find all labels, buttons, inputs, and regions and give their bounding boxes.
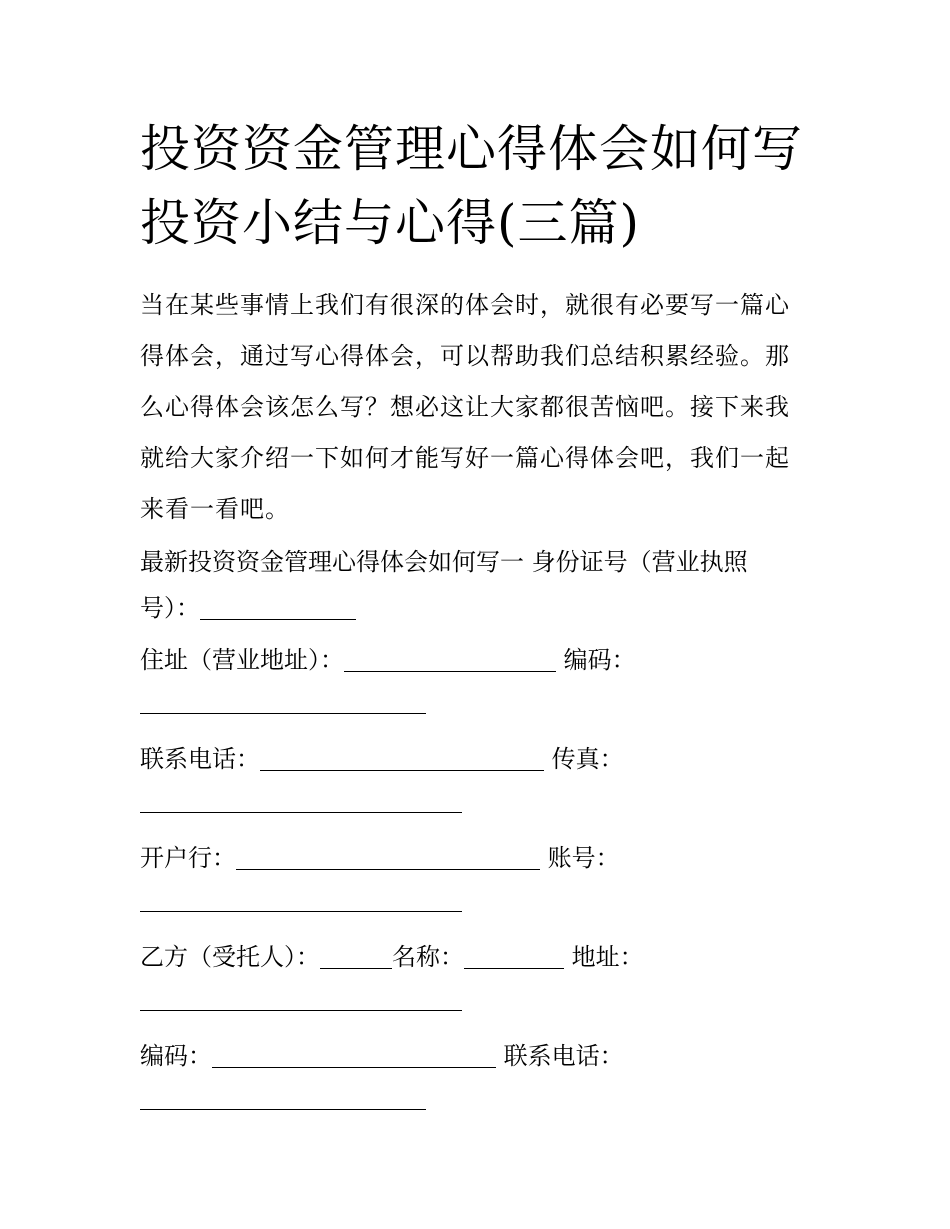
phone-blank[interactable]	[260, 744, 544, 771]
bank-label: 开户行：	[140, 844, 236, 872]
title-line-2: 投资小结与心得(三篇)	[140, 194, 641, 252]
code-blank[interactable]	[140, 683, 426, 714]
account-label: 账号：	[547, 844, 620, 872]
intro-paragraph: 当在某些事情上我们有很深的体会时，就很有必要写一篇心得体会，通过写心得体会，可以帮助我们总结积累经验。那么心得体会该怎么写？想必这让大家都很苦恼吧。接下来我就给大家介绍一下如何才能写好一篇心得体会吧，我们一起来看一看吧。	[140, 291, 790, 523]
name-label: 名称：	[392, 943, 464, 971]
id-label: 最新投资资金管理心得体会如何写一 身份证号（营业执照	[140, 548, 748, 576]
code-phone-field	[140, 1033, 812, 1110]
title-line-1: 投资资金管理心得体会如何写	[140, 120, 803, 178]
party-b-blank[interactable]	[320, 942, 392, 969]
address-label: 住址（营业地址）：	[140, 646, 344, 674]
addr-blank[interactable]	[140, 980, 462, 1011]
account-blank[interactable]	[140, 881, 462, 912]
fax-label: 传真：	[551, 745, 624, 773]
phone2-label: 联系电话：	[503, 1042, 624, 1070]
phone2-blank[interactable]	[140, 1079, 426, 1110]
bank-account-field	[140, 835, 812, 912]
form-section	[140, 539, 812, 1110]
fax-blank[interactable]	[140, 782, 462, 813]
addr-label: 地址：	[571, 943, 644, 971]
document-page	[140, 112, 812, 1110]
phone-fax-field	[140, 736, 812, 813]
address-blank[interactable]	[344, 645, 556, 672]
party-b-label: 乙方（受托人）：	[140, 943, 320, 971]
id-number-field	[140, 539, 812, 631]
document-title	[140, 112, 812, 260]
code2-blank[interactable]	[212, 1041, 496, 1068]
name-blank[interactable]	[464, 942, 564, 969]
id-label-continued: 号）：	[140, 594, 200, 622]
phone-label: 联系电话：	[140, 745, 260, 773]
party-b-field	[140, 934, 812, 1011]
address-code-field	[140, 637, 812, 714]
code-label: 编码：	[563, 646, 636, 674]
bank-blank[interactable]	[236, 843, 540, 870]
id-number-blank[interactable]	[200, 593, 356, 620]
code2-label: 编码：	[140, 1042, 212, 1070]
